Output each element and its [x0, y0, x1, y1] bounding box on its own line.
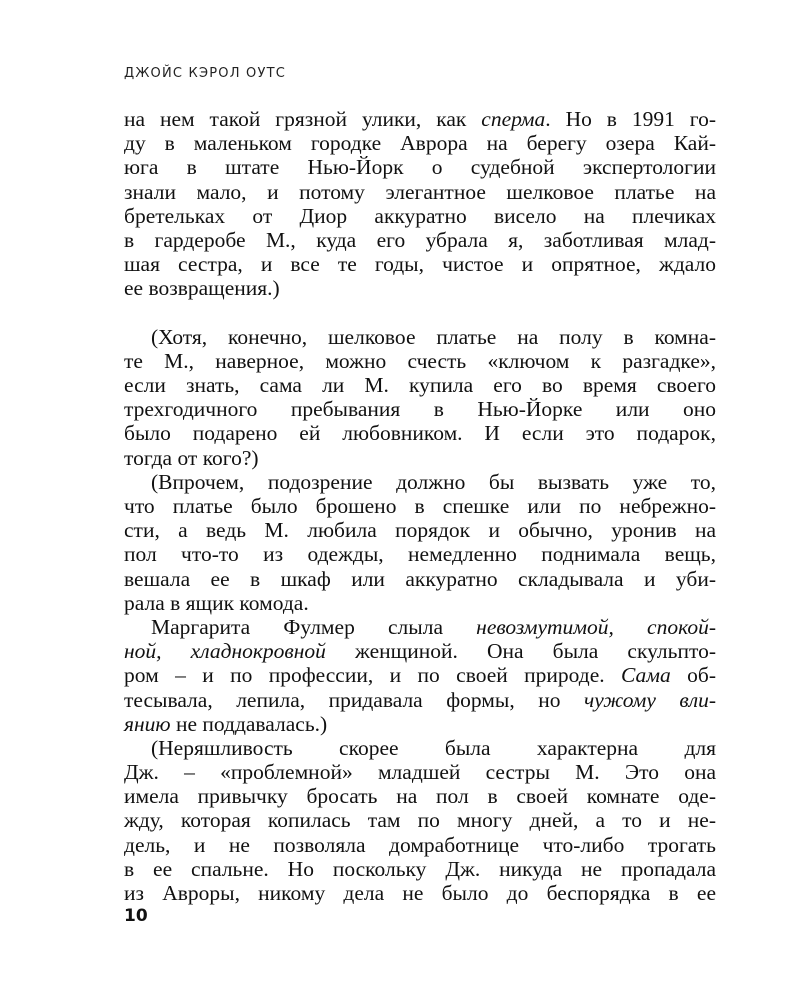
italic-text: Сама — [621, 663, 671, 688]
text-line — [124, 760, 716, 784]
running-head: ДЖОЙС КЭРОЛ ОУТС — [124, 66, 286, 81]
text-line — [124, 325, 716, 349]
italic-text: чужому вли- — [583, 687, 716, 712]
text-line — [124, 470, 716, 494]
text-segment: юга в штате Нью-Йорк о судебной экспертологии — [124, 155, 716, 180]
text-segment: тесывала, лепила, придавала формы, но — [124, 687, 584, 712]
text-line — [124, 228, 716, 252]
paragraph-gap — [124, 301, 716, 325]
text-line — [124, 397, 716, 421]
text-segment: Маргарита Фулмер слыла — [151, 614, 477, 639]
text-segment: сти, а ведь М. любила порядок и обычно, уронив на — [124, 518, 716, 543]
text-line — [124, 736, 716, 760]
text-line — [124, 784, 716, 808]
text-segment: (Хотя, конечно, шелковое платье на полу в комна- — [151, 324, 716, 349]
text-segment: ее возвращения.) — [124, 276, 280, 301]
text-segment: пол что-то из одежды, немедленно поднимала вещь, — [124, 542, 716, 567]
text-segment: знали мало, и потому элегантное шелковое платье на — [124, 179, 716, 204]
text-segment: что платье было брошено в спешке или по небрежно- — [124, 494, 716, 518]
text-line — [124, 567, 716, 591]
text-segment: ду в маленьком городке Аврора на берегу озера Кай- — [124, 131, 716, 156]
italic-text: янию — [124, 711, 171, 736]
text-line — [124, 180, 716, 204]
text-segment: трехгодичного пребывания в Нью-Йорке или оно — [124, 397, 716, 422]
text-segment: бретельках от Диор аккуратно висело на плечиках — [124, 203, 716, 228]
text-line — [124, 421, 716, 445]
text-line — [124, 688, 716, 712]
text-line — [124, 349, 716, 373]
text-segment: (Впрочем, подозрение должно бы вызвать уже то, — [151, 469, 716, 494]
text-segment: если знать, сама ли М. купила его во время своего — [124, 373, 716, 398]
text-segment: на нем такой грязной улики, как — [124, 107, 482, 131]
text-line — [124, 833, 716, 857]
text-line — [124, 639, 716, 663]
text-line — [124, 591, 716, 615]
text-line — [124, 712, 716, 736]
text-segment: шая сестра, и все те годы, чистое и опрятное, ждало — [124, 252, 716, 277]
text-segment: тогда от кого?) — [124, 445, 259, 470]
text-line — [124, 155, 716, 179]
text-line — [124, 373, 716, 397]
text-segment: в гардеробе М., куда его убрала я, заботливая млад- — [124, 227, 716, 252]
text-line — [124, 663, 716, 687]
text-line — [124, 494, 716, 518]
text-segment: рала в ящик комода. — [124, 590, 309, 615]
text-line — [124, 252, 716, 276]
text-line — [124, 518, 716, 542]
text-segment: (Неряшливость скорее была характерна для — [151, 735, 716, 760]
text-segment: . Но в 1991 го- — [545, 107, 716, 131]
text-segment: было подарено ей любовником. И если это подарок, — [124, 421, 716, 446]
text-segment: дель, и не позволяла домработнице что-либо трогать — [124, 832, 716, 857]
text-line — [124, 107, 716, 131]
text-segment: из Авроры, никому дела не было до беспорядка в ее — [124, 881, 716, 905]
text-segment: об- — [670, 663, 716, 688]
text-segment: в ее спальне. Но поскольку Дж. никуда не пропадала — [124, 856, 716, 881]
text-segment: вешала ее в шкаф или аккуратно складывала и уби- — [124, 566, 716, 591]
text-line — [124, 615, 716, 639]
text-line — [124, 881, 716, 905]
text-line — [124, 808, 716, 832]
text-segment: Дж. – «проблемной» младшей сестры М. Это она — [124, 760, 716, 785]
italic-text: невозмутимой, спокой- — [476, 614, 717, 639]
italic-text: ной, хладнокровной — [124, 639, 326, 664]
text-line — [124, 276, 716, 300]
text-segment: не поддавалась.) — [170, 711, 328, 736]
text-line — [124, 131, 716, 155]
text-segment: жду, которая копилась там по многу дней, а то и не- — [124, 808, 716, 833]
page-number: 10 — [124, 906, 148, 926]
body-text — [124, 107, 716, 905]
text-line — [124, 542, 716, 566]
text-segment: имела привычку бросать на пол в своей комнате оде- — [124, 784, 716, 809]
text-segment: женщиной. Она была скульпто- — [325, 639, 716, 664]
text-line — [124, 857, 716, 881]
text-segment: ром – и по профессии, и по своей природе. — [124, 663, 622, 688]
text-line — [124, 204, 716, 228]
italic-text: сперма — [481, 107, 546, 131]
text-line — [124, 446, 716, 470]
text-segment: те М., наверное, можно счесть «ключом к разгадке», — [124, 348, 716, 373]
